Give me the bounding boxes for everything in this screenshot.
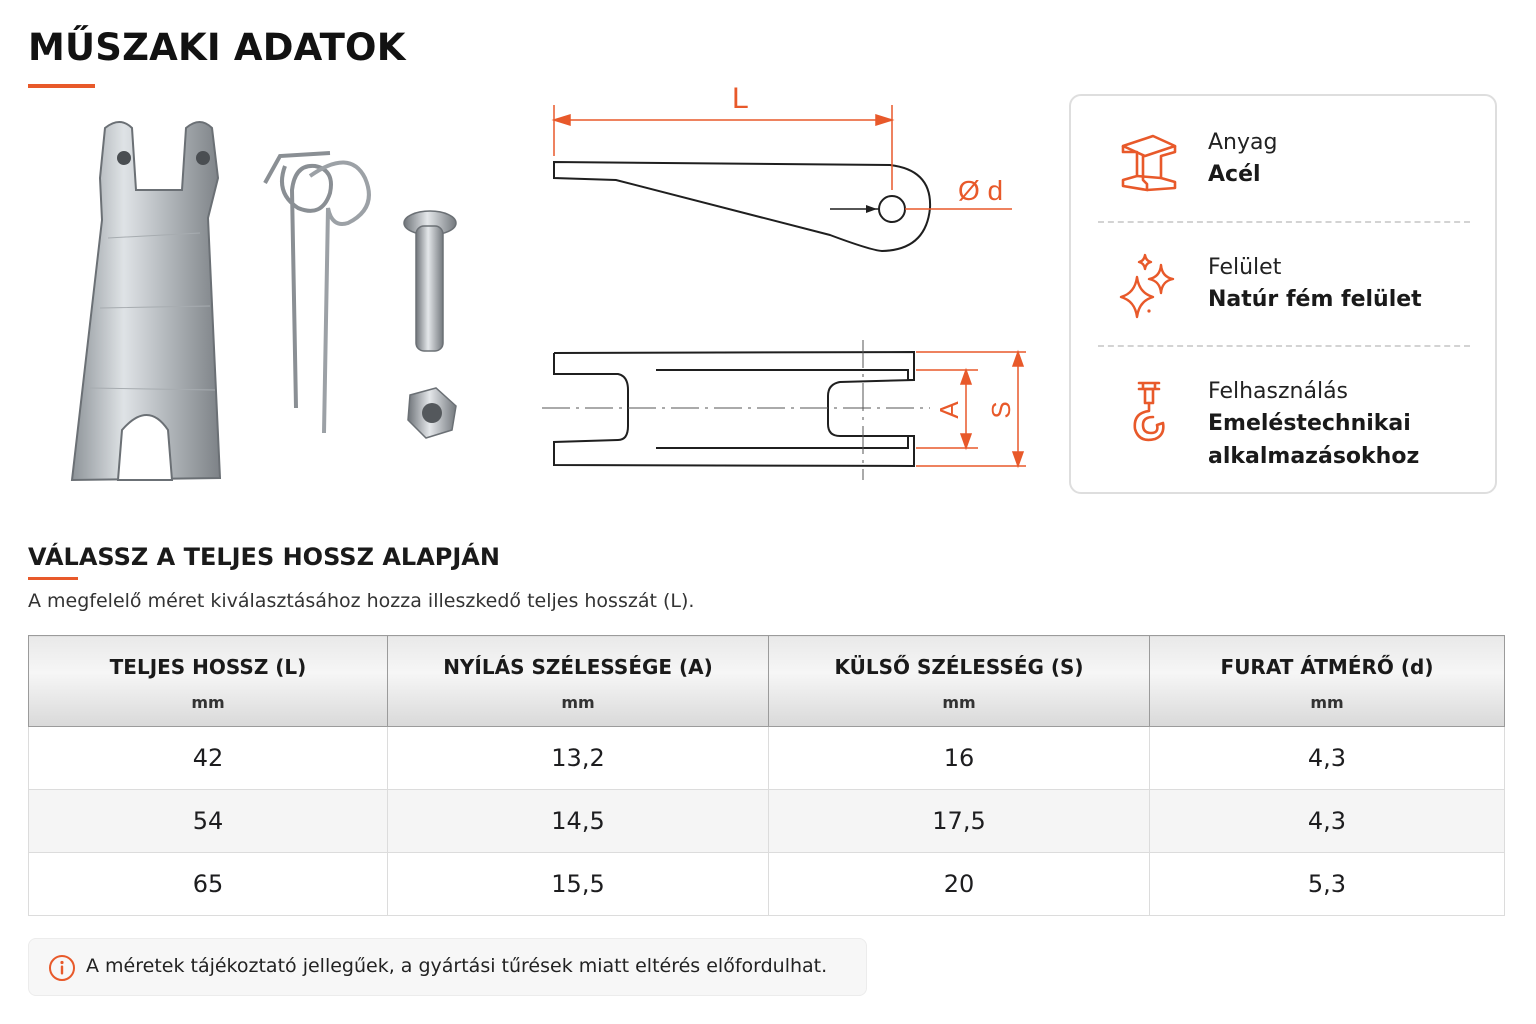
crane-hook-icon xyxy=(1113,377,1183,447)
spec-value-usage-line2: alkalmazásokhoz xyxy=(1208,444,1420,469)
column-header-opening xyxy=(388,636,769,727)
spec-value-usage-line1: Emeléstechnikai xyxy=(1208,411,1411,436)
side-view xyxy=(554,162,930,251)
table-cell-opening: 15,5 xyxy=(388,853,769,916)
column-header-unit: mm xyxy=(942,692,976,712)
product-photo xyxy=(60,108,480,498)
safety-latch-part xyxy=(72,122,220,480)
steel-beam-icon xyxy=(1113,128,1183,198)
column-header-label: FURAT ÁTMÉRŐ (d) xyxy=(1220,654,1434,679)
spec-label-material: Anyag xyxy=(1208,130,1278,155)
column-header-label: TELJES HOSSZ (L) xyxy=(109,654,307,679)
table-cell-opening: 13,2 xyxy=(388,727,769,790)
diameter-dimension xyxy=(830,205,1012,213)
column-header-label: NYÍLÁS SZÉLESSÉGE (A) xyxy=(443,654,713,679)
length-dimension xyxy=(554,105,892,190)
column-header-length xyxy=(29,636,388,727)
outer-width-label: S xyxy=(986,401,1016,419)
size-table xyxy=(28,635,1505,916)
table-cell-length: 65 xyxy=(29,853,388,916)
spec-label-surface: Felület xyxy=(1208,255,1282,280)
section-underline xyxy=(28,577,78,580)
info-icon xyxy=(48,954,76,982)
column-header-unit: mm xyxy=(561,692,595,712)
section-description: A megfelelő méret kiválasztásához hozza illeszkedő teljes hosszát (L). xyxy=(28,590,695,612)
spec-divider xyxy=(1098,221,1470,223)
table-row[interactable] xyxy=(29,790,1505,853)
opening-label: A xyxy=(934,401,964,419)
column-header-unit: mm xyxy=(191,692,225,712)
table-row[interactable] xyxy=(29,727,1505,790)
diameter-label: Ø d xyxy=(958,175,1004,206)
column-header-hole-diameter xyxy=(1150,636,1505,727)
tolerance-note xyxy=(28,938,867,996)
spec-card xyxy=(1069,94,1497,494)
table-cell-hole-diameter: 4,3 xyxy=(1150,790,1505,853)
sparkle-icon xyxy=(1113,251,1183,321)
title-underline xyxy=(28,84,95,88)
table-cell-outer-width: 20 xyxy=(769,853,1150,916)
length-label: L xyxy=(732,82,749,115)
table-cell-opening: 14,5 xyxy=(388,790,769,853)
table-cell-length: 54 xyxy=(29,790,388,853)
center-line xyxy=(542,340,930,480)
table-cell-hole-diameter: 4,3 xyxy=(1150,727,1505,790)
column-header-unit: mm xyxy=(1310,692,1344,712)
table-cell-outer-width: 17,5 xyxy=(769,790,1150,853)
section-title: VÁLASSZ A TELJES HOSSZ ALAPJÁN xyxy=(28,543,500,571)
table-cell-outer-width: 16 xyxy=(769,727,1150,790)
table-row[interactable] xyxy=(29,853,1505,916)
technical-drawing xyxy=(530,80,1050,490)
note-text: A méretek tájékoztató jellegűek, a gyártási tűrések miatt eltérés előfordulhat. xyxy=(86,955,828,977)
table-cell-length: 42 xyxy=(29,727,388,790)
table-cell-hole-diameter: 5,3 xyxy=(1150,853,1505,916)
spec-value-material: Acél xyxy=(1208,162,1261,187)
spec-value-surface: Natúr fém felület xyxy=(1208,287,1422,312)
table-header-row xyxy=(29,636,1505,727)
spring-part xyxy=(265,153,369,433)
pin-part xyxy=(404,211,456,351)
nut-part xyxy=(408,388,456,438)
top-view xyxy=(554,352,914,466)
spec-label-usage: Felhasználás xyxy=(1208,379,1349,404)
column-header-outer-width xyxy=(769,636,1150,727)
spec-divider xyxy=(1098,345,1470,347)
page-title: MŰSZAKI ADATOK xyxy=(28,26,406,69)
column-header-label: KÜLSŐ SZÉLESSÉG (S) xyxy=(834,654,1084,679)
